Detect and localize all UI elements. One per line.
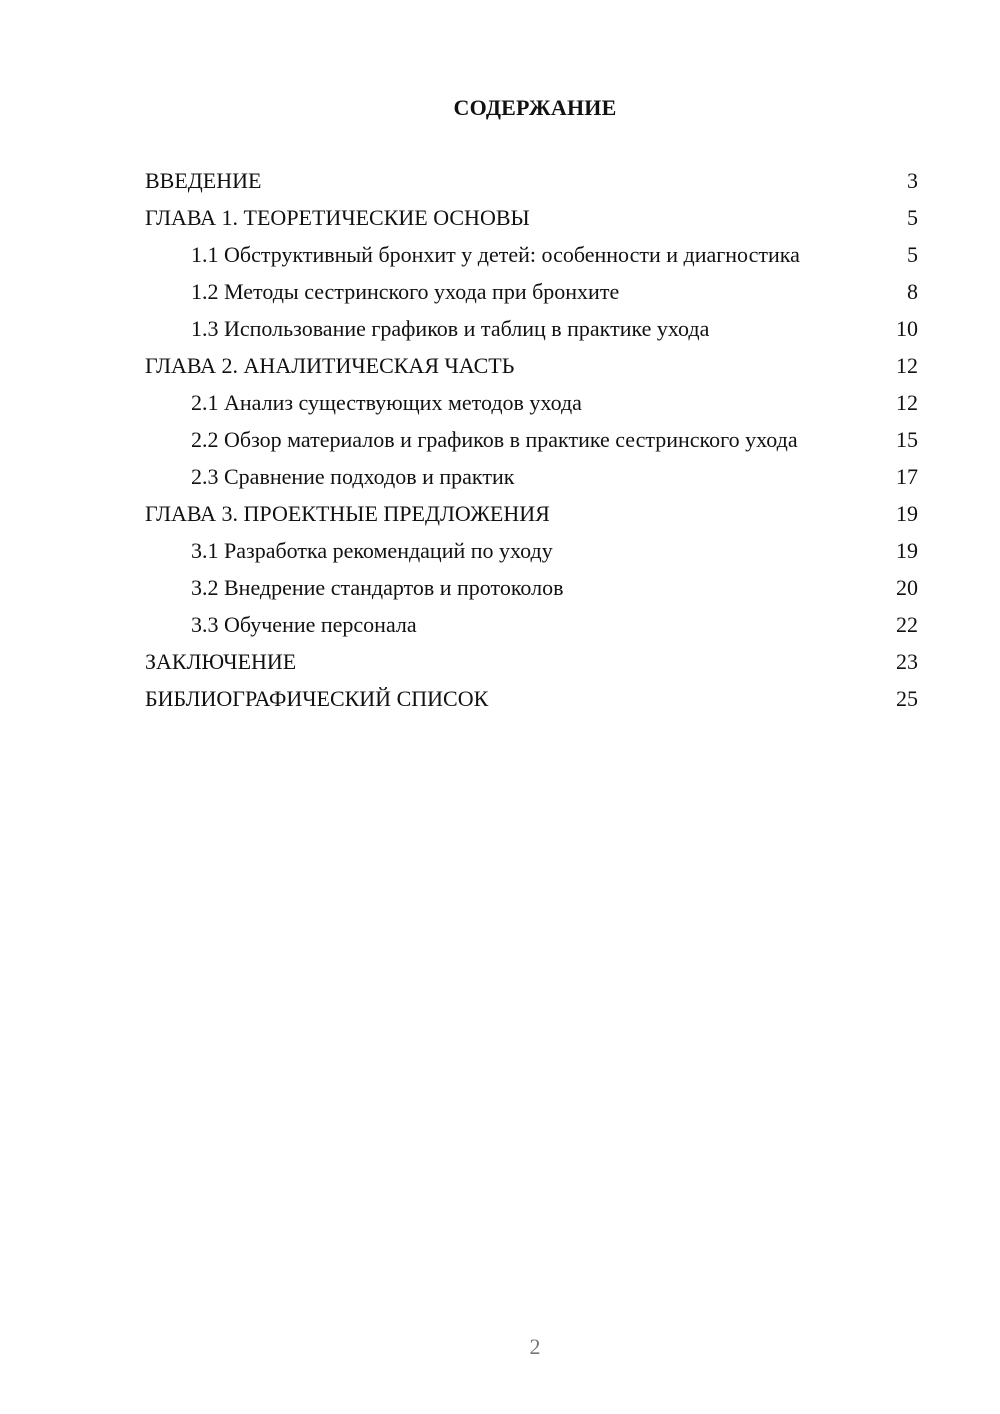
toc-entry-section-3-3[interactable] (145, 612, 918, 638)
toc-entry-label: 3.2 Внедрение стандартов и протоколов (191, 575, 564, 600)
toc-entry-section-3-1[interactable] (145, 538, 918, 564)
toc-entry-label: 2.2 Обзор материалов и графиков в практике сестринского ухода (191, 427, 798, 452)
toc-entry-conclusion[interactable] (145, 649, 918, 675)
toc-entry-section-3-2[interactable] (145, 575, 918, 601)
toc-entry-label: 2.3 Сравнение подходов и практик (191, 464, 515, 489)
toc-entry-label: ГЛАВА 3. ПРОЕКТНЫЕ ПРЕДЛОЖЕНИЯ (145, 501, 550, 526)
toc-entry-label: ВВЕДЕНИЕ (145, 168, 262, 193)
toc-entry-page-number: 17 (896, 464, 918, 489)
toc-entry-chapter-3[interactable] (145, 501, 918, 527)
toc-entry-page-number: 19 (896, 501, 918, 526)
toc-entry-label: 3.3 Обучение персонала (191, 612, 417, 637)
toc-entry-introduction[interactable] (145, 168, 918, 194)
toc-entry-label: 3.1 Разработка рекомендаций по уходу (191, 538, 553, 563)
toc-entry-section-1-2[interactable] (145, 279, 918, 305)
page-number: 2 (529, 1334, 541, 1359)
toc-entry-section-1-1[interactable] (145, 242, 918, 268)
toc-entry-page-number: 5 (907, 205, 918, 230)
toc-entry-page-number: 10 (896, 316, 918, 341)
toc-entry-page-number: 8 (907, 279, 918, 304)
toc-entry-page-number: 3 (907, 168, 918, 193)
toc-entry-label: 1.3 Использование графиков и таблиц в практике ухода (191, 316, 710, 341)
toc-entry-section-1-3[interactable] (145, 316, 918, 342)
toc-entry-page-number: 15 (896, 427, 918, 452)
toc-entry-section-2-1[interactable] (145, 390, 918, 416)
toc-entry-bibliography[interactable] (145, 686, 918, 712)
toc-entry-section-2-2[interactable] (145, 427, 918, 453)
toc-entry-page-number: 25 (896, 686, 918, 711)
toc-entry-page-number: 12 (896, 390, 918, 415)
table-of-contents (145, 168, 918, 723)
toc-entry-chapter-2[interactable] (145, 353, 918, 379)
toc-entry-section-2-3[interactable] (145, 464, 918, 490)
toc-entry-page-number: 23 (896, 649, 918, 674)
toc-entry-label: ЗАКЛЮЧЕНИЕ (145, 649, 297, 674)
toc-entry-label: 1.1 Обструктивный бронхит у детей: особенности и диагностика (191, 242, 800, 267)
toc-entry-label: 1.2 Методы сестринского ухода при бронхите (191, 279, 620, 304)
toc-entry-chapter-1[interactable] (145, 205, 918, 231)
toc-entry-page-number: 12 (896, 353, 918, 378)
toc-entry-page-number: 20 (896, 575, 918, 600)
toc-entry-page-number: 5 (907, 242, 918, 267)
toc-entry-label: ГЛАВА 1. ТЕОРЕТИЧЕСКИЕ ОСНОВЫ (145, 205, 530, 230)
toc-entry-page-number: 19 (896, 538, 918, 563)
toc-entry-label: ГЛАВА 2. АНАЛИТИЧЕСКАЯ ЧАСТЬ (145, 353, 515, 378)
page-title: СОДЕРЖАНИЕ (453, 95, 617, 120)
toc-entry-label: 2.1 Анализ существующих методов ухода (191, 390, 582, 415)
toc-entry-label: БИБЛИОГРАФИЧЕСКИЙ СПИСОК (145, 686, 489, 711)
toc-entry-page-number: 22 (896, 612, 918, 637)
